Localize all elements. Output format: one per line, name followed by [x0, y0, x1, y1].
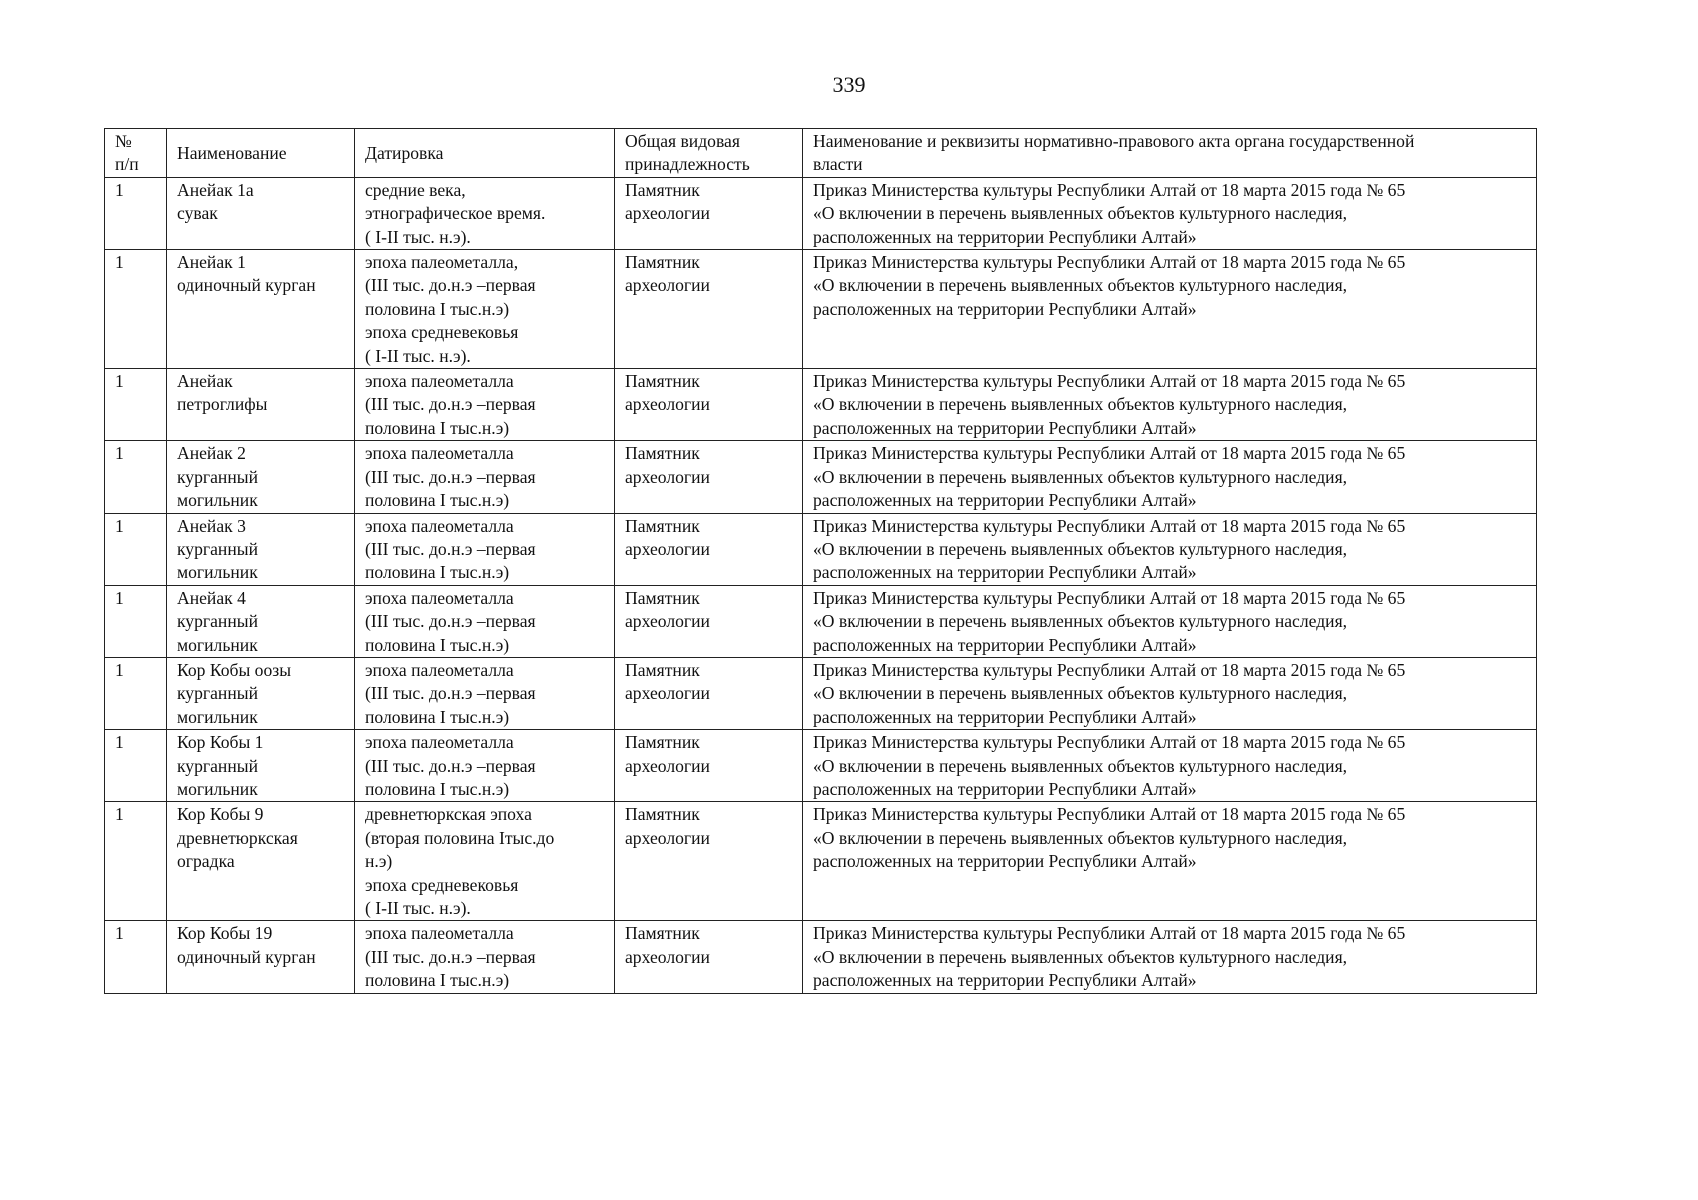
cell-act: Приказ Министерства культуры Республики Алтай от 18 марта 2015 года № 65 «О включении в перечень выявленных объектов культурного наследия, расположенных на территории Республики Алтай» — [803, 441, 1537, 513]
table-row — [105, 250, 1537, 369]
cell-dating: эпоха палеометалла (III тыс. до.н.э –первая половина I тыс.н.э) — [355, 441, 615, 513]
cell-name: Кор Кобы 19 одиночный курган — [167, 921, 355, 993]
cell-dating: эпоха палеометалла (III тыс. до.н.э –первая половина I тыс.н.э) — [355, 513, 615, 585]
cell-dating: эпоха палеометалла (III тыс. до.н.э –первая половина I тыс.н.э) — [355, 921, 615, 993]
cell-num: 1 — [105, 802, 167, 921]
table-body — [105, 177, 1537, 993]
cell-name: Анейак 1 одиночный курган — [167, 250, 355, 369]
cell-name: Анейак петроглифы — [167, 369, 355, 441]
table-row — [105, 513, 1537, 585]
cell-type: Памятник археологии — [615, 730, 803, 802]
table-row — [105, 441, 1537, 513]
table-row — [105, 730, 1537, 802]
cell-name: Анейак 2 курганный могильник — [167, 441, 355, 513]
heritage-registry-table — [104, 128, 1537, 994]
cell-act: Приказ Министерства культуры Республики Алтай от 18 марта 2015 года № 65 «О включении в перечень выявленных объектов культурного наследия, расположенных на территории Республики Алтай» — [803, 177, 1537, 249]
cell-type: Памятник археологии — [615, 177, 803, 249]
cell-type: Памятник археологии — [615, 369, 803, 441]
cell-name: Анейак 3 курганный могильник — [167, 513, 355, 585]
cell-dating: эпоха палеометалла (III тыс. до.н.э –первая половина I тыс.н.э) — [355, 369, 615, 441]
cell-type: Памятник археологии — [615, 921, 803, 993]
cell-name: Кор Кобы оозы курганный могильник — [167, 657, 355, 729]
cell-type: Памятник археологии — [615, 585, 803, 657]
cell-type: Памятник археологии — [615, 513, 803, 585]
cell-num: 1 — [105, 250, 167, 369]
cell-dating: эпоха палеометалла (III тыс. до.н.э –первая половина I тыс.н.э) — [355, 657, 615, 729]
cell-type: Памятник археологии — [615, 802, 803, 921]
cell-act: Приказ Министерства культуры Республики Алтай от 18 марта 2015 года № 65 «О включении в перечень выявленных объектов культурного наследия, расположенных на территории Республики Алтай» — [803, 585, 1537, 657]
cell-num: 1 — [105, 730, 167, 802]
table-row — [105, 369, 1537, 441]
cell-name: Кор Кобы 1 курганный могильник — [167, 730, 355, 802]
cell-dating: эпоха палеометалла (III тыс. до.н.э –первая половина I тыс.н.э) — [355, 585, 615, 657]
cell-act: Приказ Министерства культуры Республики Алтай от 18 марта 2015 года № 65 «О включении в перечень выявленных объектов культурного наследия, расположенных на территории Республики Алтай» — [803, 369, 1537, 441]
table-row — [105, 657, 1537, 729]
cell-num: 1 — [105, 441, 167, 513]
cell-dating: эпоха палеометалла (III тыс. до.н.э –первая половина I тыс.н.э) — [355, 730, 615, 802]
cell-num: 1 — [105, 585, 167, 657]
page-number: 339 — [832, 72, 866, 97]
table-row — [105, 177, 1537, 249]
cell-num: 1 — [105, 921, 167, 993]
table-row — [105, 921, 1537, 993]
cell-act: Приказ Министерства культуры Республики Алтай от 18 марта 2015 года № 65 «О включении в перечень выявленных объектов культурного наследия, расположенных на территории Республики Алтай» — [803, 802, 1537, 921]
cell-type: Памятник археологии — [615, 657, 803, 729]
header-num: № п/п — [105, 129, 167, 178]
cell-act: Приказ Министерства культуры Республики Алтай от 18 марта 2015 года № 65 «О включении в перечень выявленных объектов культурного наследия, расположенных на территории Республики Алтай» — [803, 657, 1537, 729]
cell-act: Приказ Министерства культуры Республики Алтай от 18 марта 2015 года № 65 «О включении в перечень выявленных объектов культурного наследия, расположенных на территории Республики Алтай» — [803, 730, 1537, 802]
table-header-row — [105, 129, 1537, 178]
cell-name: Анейак 4 курганный могильник — [167, 585, 355, 657]
cell-num: 1 — [105, 513, 167, 585]
table-row — [105, 585, 1537, 657]
header-name: Наименование — [167, 129, 355, 178]
cell-dating: эпоха палеометалла, (III тыс. до.н.э –первая половина I тыс.н.э) эпоха средневековья ( I-II тыс. н.э). — [355, 250, 615, 369]
table-row — [105, 802, 1537, 921]
header-type: Общая видовая принадлежность — [615, 129, 803, 178]
cell-dating: древнетюркская эпоха (вторая половина Iтыс.до н.э) эпоха средневековья ( I-II тыс. н.э). — [355, 802, 615, 921]
cell-type: Памятник археологии — [615, 250, 803, 369]
header-dating: Датировка — [355, 129, 615, 178]
cell-num: 1 — [105, 369, 167, 441]
cell-num: 1 — [105, 657, 167, 729]
cell-act: Приказ Министерства культуры Республики Алтай от 18 марта 2015 года № 65 «О включении в перечень выявленных объектов культурного наследия, расположенных на территории Республики Алтай» — [803, 250, 1537, 369]
cell-name: Анейак 1а сувак — [167, 177, 355, 249]
cell-act: Приказ Министерства культуры Республики Алтай от 18 марта 2015 года № 65 «О включении в перечень выявленных объектов культурного наследия, расположенных на территории Республики Алтай» — [803, 513, 1537, 585]
cell-type: Памятник археологии — [615, 441, 803, 513]
cell-act: Приказ Министерства культуры Республики Алтай от 18 марта 2015 года № 65 «О включении в перечень выявленных объектов культурного наследия, расположенных на территории Республики Алтай» — [803, 921, 1537, 993]
header-act: Наименование и реквизиты нормативно-правового акта органа государственной власти — [803, 129, 1537, 178]
cell-num: 1 — [105, 177, 167, 249]
cell-dating: средние века, этнографическое время. ( I-II тыс. н.э). — [355, 177, 615, 249]
cell-name: Кор Кобы 9 древнетюркская оградка — [167, 802, 355, 921]
